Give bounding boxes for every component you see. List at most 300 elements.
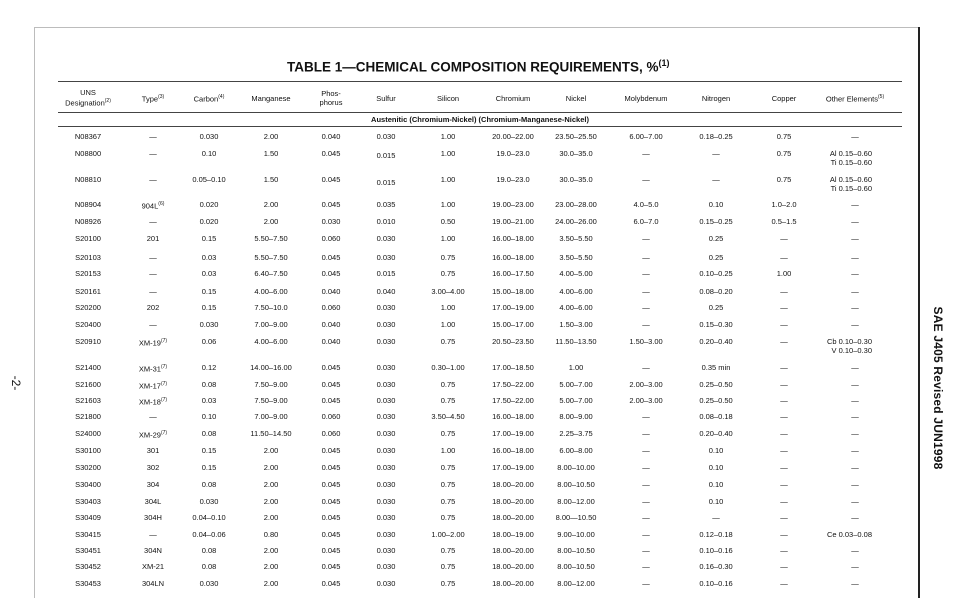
cell-type-value: 304L: [144, 497, 162, 506]
header-chromium-label: [496, 94, 531, 103]
cell-silicon-value: 0.75: [440, 429, 456, 438]
header-uns-label: [65, 88, 111, 108]
cell-carbon-value: 0.030: [199, 132, 219, 141]
cell-carbon: [202, 546, 217, 555]
cell-silicon: [441, 132, 456, 141]
cell-molybdenum: [642, 253, 650, 262]
cell-nitrogen: [699, 269, 732, 278]
cell-other-elements: [830, 149, 872, 167]
cell-nickel-value: 3.50–5.50: [559, 253, 593, 262]
cell-uns: [75, 546, 101, 555]
cell-uns-value: S30451: [75, 546, 101, 555]
cell-copper: [777, 149, 792, 158]
cell-molybdenum: [642, 287, 650, 296]
cell-nickel-value: 5.00–7.00: [559, 396, 593, 405]
cell-type: [142, 562, 164, 571]
cell-other-elements-line: —: [851, 412, 859, 421]
cell-other-elements: [851, 269, 859, 278]
cell-sulfur: [377, 463, 396, 472]
header-other-label: [826, 93, 884, 104]
cell-uns: [75, 287, 101, 296]
cell-type-value: XM-31: [138, 364, 161, 374]
cell-phosphorus-value: 0.045: [321, 269, 341, 278]
cell-other-elements-line: —: [851, 546, 859, 555]
header-manganese-label: [251, 94, 290, 103]
cell-uns: [75, 132, 101, 141]
cell-nitrogen-value: 0.10: [708, 446, 724, 455]
cell-phosphorus-value: 0.040: [321, 337, 341, 346]
cell-sulfur-value: 0.030: [376, 363, 396, 372]
header-silicon: [437, 84, 459, 112]
header-sulfur-line: Sulfur: [376, 93, 396, 103]
cell-nitrogen: [699, 320, 732, 329]
cell-type: [142, 579, 164, 588]
cell-copper: [780, 253, 788, 262]
cell-carbon-value: 0.15: [201, 446, 217, 455]
cell-molybdenum: [642, 175, 650, 184]
cell-uns-value: S30415: [75, 530, 101, 539]
cell-uns-value: S24000: [75, 429, 101, 438]
cell-sulfur: [377, 497, 396, 506]
cell-phosphorus-value: 0.045: [321, 380, 341, 389]
cell-carbon: [202, 380, 217, 389]
cell-carbon-value: 0.15: [201, 463, 217, 472]
cell-manganese: [254, 380, 287, 389]
cell-manganese-value: 7.50–9.00: [254, 396, 288, 405]
cell-phosphorus-value: 0.045: [321, 463, 341, 472]
cell-sulfur: [377, 217, 396, 226]
cell-silicon-value: 0.30–1.00: [431, 363, 465, 372]
cell-silicon: [441, 480, 456, 489]
table-row: [0, 320, 953, 336]
cell-copper-value: —: [780, 546, 788, 555]
cell-nitrogen: [699, 217, 732, 226]
cell-manganese-value: 2.00: [263, 546, 279, 555]
cell-molybdenum-value: —: [642, 253, 650, 262]
cell-uns-value: S20161: [75, 287, 101, 296]
cell-manganese-value: 11.50–14.50: [250, 429, 292, 438]
cell-molybdenum: [629, 380, 662, 389]
cell-copper: [780, 480, 788, 489]
cell-sulfur: [377, 287, 396, 296]
cell-silicon: [441, 463, 456, 472]
cell-type: [149, 253, 157, 262]
cell-type-value: 202: [146, 303, 160, 312]
header-carbon-line: Carbon: [193, 94, 219, 104]
cell-nickel: [557, 530, 595, 539]
cell-uns: [75, 562, 101, 571]
cell-molybdenum: [642, 320, 650, 329]
cell-phosphorus: [322, 234, 341, 243]
cell-chromium-value: 18.00–20.00: [492, 497, 534, 506]
cell-sulfur: [377, 303, 396, 312]
cell-molybdenum-value: —: [642, 303, 650, 312]
cell-chromium-value: 17.50–22.00: [492, 380, 534, 389]
cell-chromium: [492, 497, 534, 506]
cell-uns: [75, 446, 101, 455]
cell-sulfur-value: 0.030: [376, 380, 396, 389]
header-sulfur: [376, 84, 396, 112]
cell-manganese-value: 2.00: [263, 200, 279, 209]
cell-copper: [780, 579, 788, 588]
cell-type: [142, 200, 165, 211]
cell-chromium: [492, 253, 534, 262]
cell-phosphorus: [322, 320, 341, 329]
cell-manganese: [264, 175, 279, 184]
header-phosphorus-label: [320, 89, 343, 107]
cell-phosphorus-value: 0.045: [321, 579, 341, 588]
cell-sulfur: [377, 234, 396, 243]
cell-uns-value: S21800: [75, 412, 101, 421]
cell-sulfur: [377, 151, 396, 160]
cell-other-elements-line: —: [851, 480, 859, 489]
cell-phosphorus: [322, 513, 341, 522]
cell-molybdenum-value: 2.00–3.00: [629, 380, 663, 389]
cell-carbon: [202, 363, 217, 372]
cell-type: [144, 546, 162, 555]
cell-type: [147, 463, 160, 472]
cell-uns: [75, 396, 101, 405]
cell-type-value: 301: [146, 446, 160, 455]
cell-nitrogen: [709, 253, 724, 262]
cell-molybdenum-value: —: [642, 269, 650, 278]
cell-chromium: [492, 446, 534, 455]
cell-phosphorus: [322, 363, 341, 372]
cell-copper: [777, 132, 792, 141]
cell-silicon: [441, 380, 456, 389]
cell-chromium: [492, 337, 534, 346]
cell-nitrogen-value: 0.15–0.30: [699, 320, 733, 329]
cell-nickel-value: 23.00–28.00: [555, 200, 597, 209]
cell-phosphorus-value: 0.040: [321, 287, 341, 296]
cell-sulfur-value: 0.030: [376, 480, 396, 489]
cell-molybdenum-value: —: [642, 412, 650, 421]
cell-phosphorus: [322, 497, 341, 506]
cell-sulfur-value: 0.030: [376, 337, 396, 346]
cell-other-elements: [851, 429, 859, 438]
cell-sulfur: [377, 412, 396, 421]
cell-uns: [75, 200, 101, 209]
cell-other-elements: [851, 287, 859, 296]
cell-silicon-value: 0.75: [440, 396, 456, 405]
cell-uns: [75, 175, 101, 184]
cell-manganese-value: 7.00–9.00: [254, 320, 288, 329]
cell-type-value: —: [149, 175, 157, 184]
cell-type-footnote: (7): [160, 381, 168, 387]
cell-uns: [75, 579, 101, 588]
cell-molybdenum: [629, 396, 662, 405]
cell-sulfur-value: 0.030: [376, 497, 396, 506]
cell-phosphorus-value: 0.045: [321, 175, 341, 184]
cell-molybdenum: [633, 217, 658, 226]
cell-sulfur-value: 0.030: [376, 463, 396, 472]
cell-copper-value: —: [780, 287, 788, 296]
cell-manganese: [264, 562, 279, 571]
cell-carbon-value: 0.06: [201, 337, 217, 346]
cell-silicon: [441, 446, 456, 455]
cell-other-elements: [851, 132, 859, 141]
cell-silicon-value: 3.50–4.50: [431, 412, 465, 421]
cell-silicon: [431, 287, 464, 296]
cell-uns: [75, 253, 101, 262]
cell-type: [149, 530, 157, 539]
cell-uns: [75, 337, 101, 346]
header-other-line: Other Elements: [825, 94, 878, 104]
header-uns: [65, 84, 111, 112]
header-silicon-line: Silicon: [436, 93, 460, 103]
cell-phosphorus: [322, 562, 341, 571]
cell-carbon: [202, 269, 217, 278]
cell-phosphorus-value: 0.045: [321, 530, 341, 539]
cell-sulfur-value: 0.030: [376, 303, 396, 312]
table-top-rule: [58, 81, 902, 82]
cell-uns-value: N08800: [74, 149, 102, 158]
cell-molybdenum-value: —: [642, 175, 650, 184]
cell-phosphorus-value: 0.045: [321, 480, 341, 489]
table-row: [0, 253, 953, 269]
cell-manganese: [264, 497, 279, 506]
cell-chromium: [492, 513, 534, 522]
cell-nitrogen-value: 0.25: [708, 253, 724, 262]
cell-chromium-value: 17.00–18.50: [492, 363, 534, 372]
cell-molybdenum-value: 1.50–3.00: [629, 337, 663, 346]
table-row: [0, 132, 953, 148]
table-row: [0, 337, 953, 353]
cell-manganese: [264, 480, 279, 489]
cell-sulfur: [377, 546, 396, 555]
cell-phosphorus-value: 0.040: [321, 132, 341, 141]
cell-manganese-value: 7.00–9.00: [254, 412, 288, 421]
cell-nitrogen-value: 0.10: [708, 480, 724, 489]
cell-copper: [780, 546, 788, 555]
cell-nickel-value: 4.00–6.00: [559, 303, 593, 312]
cell-nickel-value: 3.50–5.50: [559, 234, 593, 243]
cell-copper: [780, 530, 788, 539]
cell-molybdenum-value: —: [642, 287, 650, 296]
cell-manganese: [264, 149, 279, 158]
cell-silicon: [441, 396, 456, 405]
cell-silicon-value: 1.00: [440, 234, 456, 243]
cell-chromium: [492, 562, 534, 571]
cell-chromium-value: 19.00–23.00: [492, 200, 534, 209]
cell-silicon-value: 0.75: [440, 562, 456, 571]
cell-nickel: [557, 579, 595, 588]
cell-uns-value: N08926: [74, 217, 102, 226]
cell-manganese-value: 2.00: [263, 463, 279, 472]
cell-carbon: [202, 429, 217, 438]
cell-manganese: [254, 412, 287, 421]
cell-chromium-value: 18.00–20.00: [492, 579, 534, 588]
cell-manganese-value: 5.50–7.50: [254, 253, 288, 262]
cell-chromium: [492, 396, 534, 405]
cell-manganese: [254, 396, 287, 405]
cell-carbon: [192, 530, 225, 539]
cell-other-elements: [851, 320, 859, 329]
cell-type-footnote: (7): [160, 338, 168, 344]
header-phosphorus-line: Phos-: [321, 89, 341, 98]
cell-carbon-value: 0.12: [201, 363, 217, 372]
cell-sulfur: [377, 513, 396, 522]
header-other: [826, 84, 884, 112]
cell-copper: [780, 303, 788, 312]
cell-silicon: [441, 579, 456, 588]
cell-phosphorus-value: 0.060: [321, 412, 341, 421]
header-copper: [772, 84, 797, 112]
cell-uns-value: S20910: [75, 337, 101, 346]
cell-uns: [75, 429, 101, 438]
cell-nickel-value: 4.00–6.00: [559, 287, 593, 296]
cell-sulfur: [377, 396, 396, 405]
cell-nitrogen: [699, 380, 732, 389]
cell-type: [139, 337, 167, 348]
cell-nitrogen: [709, 303, 724, 312]
cell-copper-value: —: [780, 396, 788, 405]
cell-other-elements-line: —: [851, 380, 859, 389]
cell-nickel-value: 8.00–10.50: [557, 562, 595, 571]
cell-type: [149, 269, 157, 278]
cell-other-elements: [851, 412, 859, 421]
cell-nitrogen: [709, 480, 724, 489]
cell-carbon: [202, 412, 217, 421]
cell-type: [145, 497, 162, 506]
cell-silicon: [441, 217, 456, 226]
cell-other-elements: [830, 175, 872, 193]
cell-phosphorus: [322, 337, 341, 346]
cell-sulfur: [377, 178, 396, 187]
cell-chromium-value: 19.00–21.00: [492, 217, 534, 226]
cell-nitrogen: [699, 530, 732, 539]
cell-nickel-value: 24.00–26.00: [555, 217, 597, 226]
cell-silicon: [441, 429, 456, 438]
cell-silicon-value: 0.75: [440, 337, 456, 346]
table-row: [0, 217, 953, 233]
cell-copper-value: —: [780, 253, 788, 262]
cell-sulfur-value: 0.010: [376, 217, 396, 226]
cell-molybdenum-value: —: [642, 234, 650, 243]
cell-nitrogen: [709, 446, 724, 455]
cell-silicon: [441, 149, 456, 158]
header-molybdenum-line: Molybdenum: [624, 93, 668, 103]
cell-uns: [75, 363, 101, 372]
cell-phosphorus-value: 0.060: [321, 303, 341, 312]
cell-silicon: [431, 412, 464, 421]
cell-chromium: [492, 132, 534, 141]
cell-carbon-value: 0.08: [201, 546, 217, 555]
table-row: [0, 269, 953, 285]
header-silicon-label: [437, 94, 459, 103]
cell-sulfur-value: 0.030: [376, 234, 396, 243]
cell-sulfur-value: 0.030: [376, 546, 396, 555]
cell-phosphorus: [322, 287, 341, 296]
cell-nitrogen-value: 0.20–0.40: [699, 429, 733, 438]
cell-silicon-value: 0.50: [440, 217, 456, 226]
cell-nickel: [555, 200, 597, 209]
table-row: [0, 513, 953, 529]
cell-chromium: [492, 380, 534, 389]
cell-sulfur: [377, 269, 396, 278]
cell-molybdenum: [642, 579, 650, 588]
cell-manganese: [264, 530, 279, 539]
cell-uns-value: S30200: [75, 463, 101, 472]
cell-manganese-value: 2.00: [263, 132, 279, 141]
cell-molybdenum-value: —: [642, 546, 650, 555]
cell-uns-value: S21400: [75, 363, 101, 372]
cell-nitrogen-value: —: [712, 175, 720, 184]
cell-uns: [75, 530, 101, 539]
cell-molybdenum: [642, 497, 650, 506]
header-chromium: [496, 84, 531, 112]
cell-sulfur: [377, 363, 396, 372]
cell-manganese: [264, 579, 279, 588]
cell-nickel: [559, 429, 592, 438]
cell-copper-value: —: [780, 320, 788, 329]
cell-other-elements-line: —: [851, 396, 859, 405]
cell-other-elements-line: Al 0.15–0.60: [829, 175, 872, 184]
header-sulfur-label: [376, 94, 396, 103]
header-uns-line: UNS: [80, 88, 96, 98]
cell-nickel-value: 11.50–13.50: [555, 337, 597, 346]
cell-silicon-value: 1.00: [440, 303, 456, 312]
cell-nitrogen: [699, 579, 732, 588]
table-row: [0, 562, 953, 578]
cell-nitrogen-value: 0.35 min: [701, 363, 731, 372]
cell-phosphorus: [322, 217, 341, 226]
cell-copper-value: —: [780, 446, 788, 455]
cell-uns: [75, 234, 101, 243]
table-title: [287, 58, 670, 75]
cell-manganese-value: 7.50–9.00: [254, 380, 288, 389]
table-row: [0, 530, 953, 546]
header-other-footnote: (5): [877, 93, 885, 100]
cell-uns-value: S30453: [75, 579, 101, 588]
cell-carbon-value: 0.08: [201, 429, 217, 438]
cell-sulfur-value: 0.030: [376, 513, 396, 522]
cell-type-value: —: [149, 149, 157, 158]
cell-carbon: [200, 497, 219, 506]
cell-copper-value: —: [780, 337, 788, 346]
cell-other-elements-line: —: [851, 429, 859, 438]
cell-molybdenum: [642, 269, 650, 278]
header-carbon-label: [194, 93, 225, 104]
cell-other-elements-line: —: [851, 132, 859, 141]
cell-chromium: [492, 217, 534, 226]
cell-sulfur-value: 0.030: [376, 429, 396, 438]
cell-copper-value: 0.75: [776, 149, 792, 158]
cell-nitrogen: [709, 200, 724, 209]
cell-other-elements-line: —: [851, 497, 859, 506]
cell-phosphorus-value: 0.045: [321, 513, 341, 522]
cell-manganese-value: 2.00: [263, 446, 279, 455]
cell-chromium-value: 17.00–19.00: [492, 429, 534, 438]
cell-uns-value: S20100: [75, 234, 101, 243]
cell-uns-value: S30403: [75, 497, 101, 506]
cell-copper: [780, 363, 788, 372]
cell-type-value: —: [149, 132, 157, 141]
cell-silicon-value: 3.00–4.00: [431, 287, 465, 296]
cell-copper: [780, 234, 788, 243]
cell-phosphorus: [322, 132, 341, 141]
header-molybdenum: [625, 84, 668, 112]
cell-copper: [780, 562, 788, 571]
cell-phosphorus: [322, 396, 341, 405]
cell-uns: [75, 149, 101, 158]
header-phosphorus: [320, 84, 343, 112]
cell-nitrogen: [709, 234, 724, 243]
cell-silicon-value: 1.00: [440, 320, 456, 329]
table-row: [0, 480, 953, 496]
cell-other-elements-line: —: [851, 363, 859, 372]
cell-carbon: [200, 200, 219, 209]
